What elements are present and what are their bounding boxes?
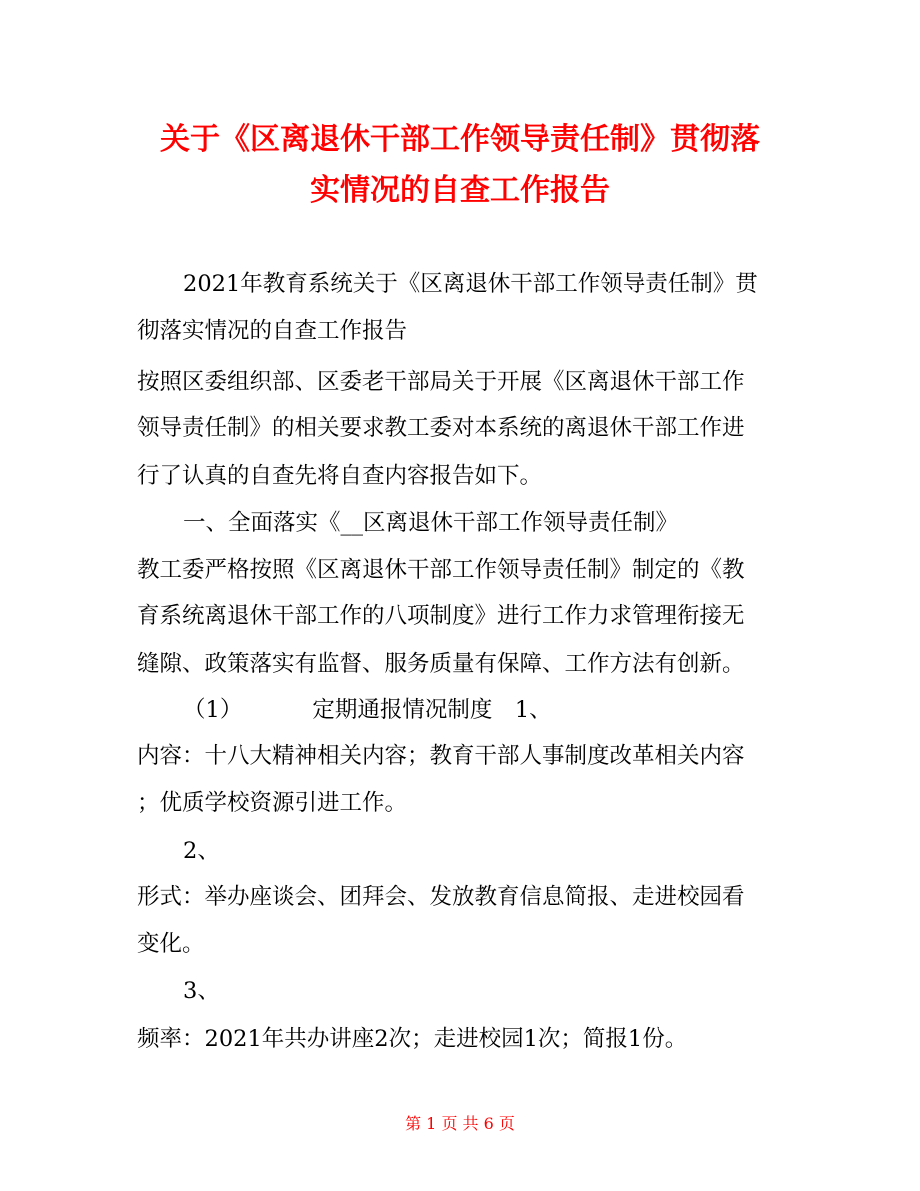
- document-title-line-2: 实情况的自查工作报告: [310, 173, 610, 208]
- item-1-line: [183, 695, 552, 725]
- item-1-title: 定期通报情况制度 1、: [312, 697, 552, 723]
- paragraph-3-line-3: 缝隙、政策落实有监督、服务质量有保障、工作方法有创新。: [137, 651, 745, 677]
- paragraph-2-line-1: 按照区委组织部、区委老干部局关于开展《区离退休干部工作: [137, 369, 745, 395]
- paragraph-2-line-3: 行了认真的自查先将自查内容报告如下。: [137, 463, 543, 489]
- paragraph-6-line-1: 频率：2021年共办讲座2次；走进校园1次；简报1份。: [137, 1026, 688, 1052]
- paragraph-4-line-1: 内容：十八大精神相关内容；教育干部人事制度改革相关内容: [137, 743, 745, 769]
- paragraph-2-line-2: 领导责任制》的相关要求教工委对本系统的离退休干部工作进: [137, 415, 745, 441]
- page-number-footer: 第 1 页 共 6 页: [405, 1114, 515, 1133]
- paragraph-1-line-1: 2021年教育系统关于《区离退休干部工作领导责任制》贯: [183, 271, 758, 297]
- item-2-number: 2、: [183, 838, 220, 864]
- paragraph-3-line-2: 育系统离退休干部工作的八项制度》进行工作力求管理衔接无: [137, 603, 745, 629]
- paragraph-5-line-2: 变化。: [137, 931, 205, 957]
- section-1-heading: 一、全面落实《__区离退休干部工作领导责任制》: [183, 510, 679, 536]
- item-3-number: 3、: [183, 978, 220, 1004]
- item-1-label: （1）: [183, 697, 243, 723]
- paragraph-4-line-2: ；优质学校资源引进工作。: [137, 790, 408, 816]
- paragraph-3-line-1: 教工委严格按照《区离退休干部工作领导责任制》制定的《教: [137, 557, 745, 583]
- paragraph-1-line-2: 彻落实情况的自查工作报告: [137, 318, 408, 344]
- document-title-line-1: 关于《区离退休干部工作领导责任制》贯彻落: [160, 122, 760, 157]
- paragraph-5-line-1: 形式：举办座谈会、团拜会、发放教育信息简报、走进校园看: [137, 884, 745, 910]
